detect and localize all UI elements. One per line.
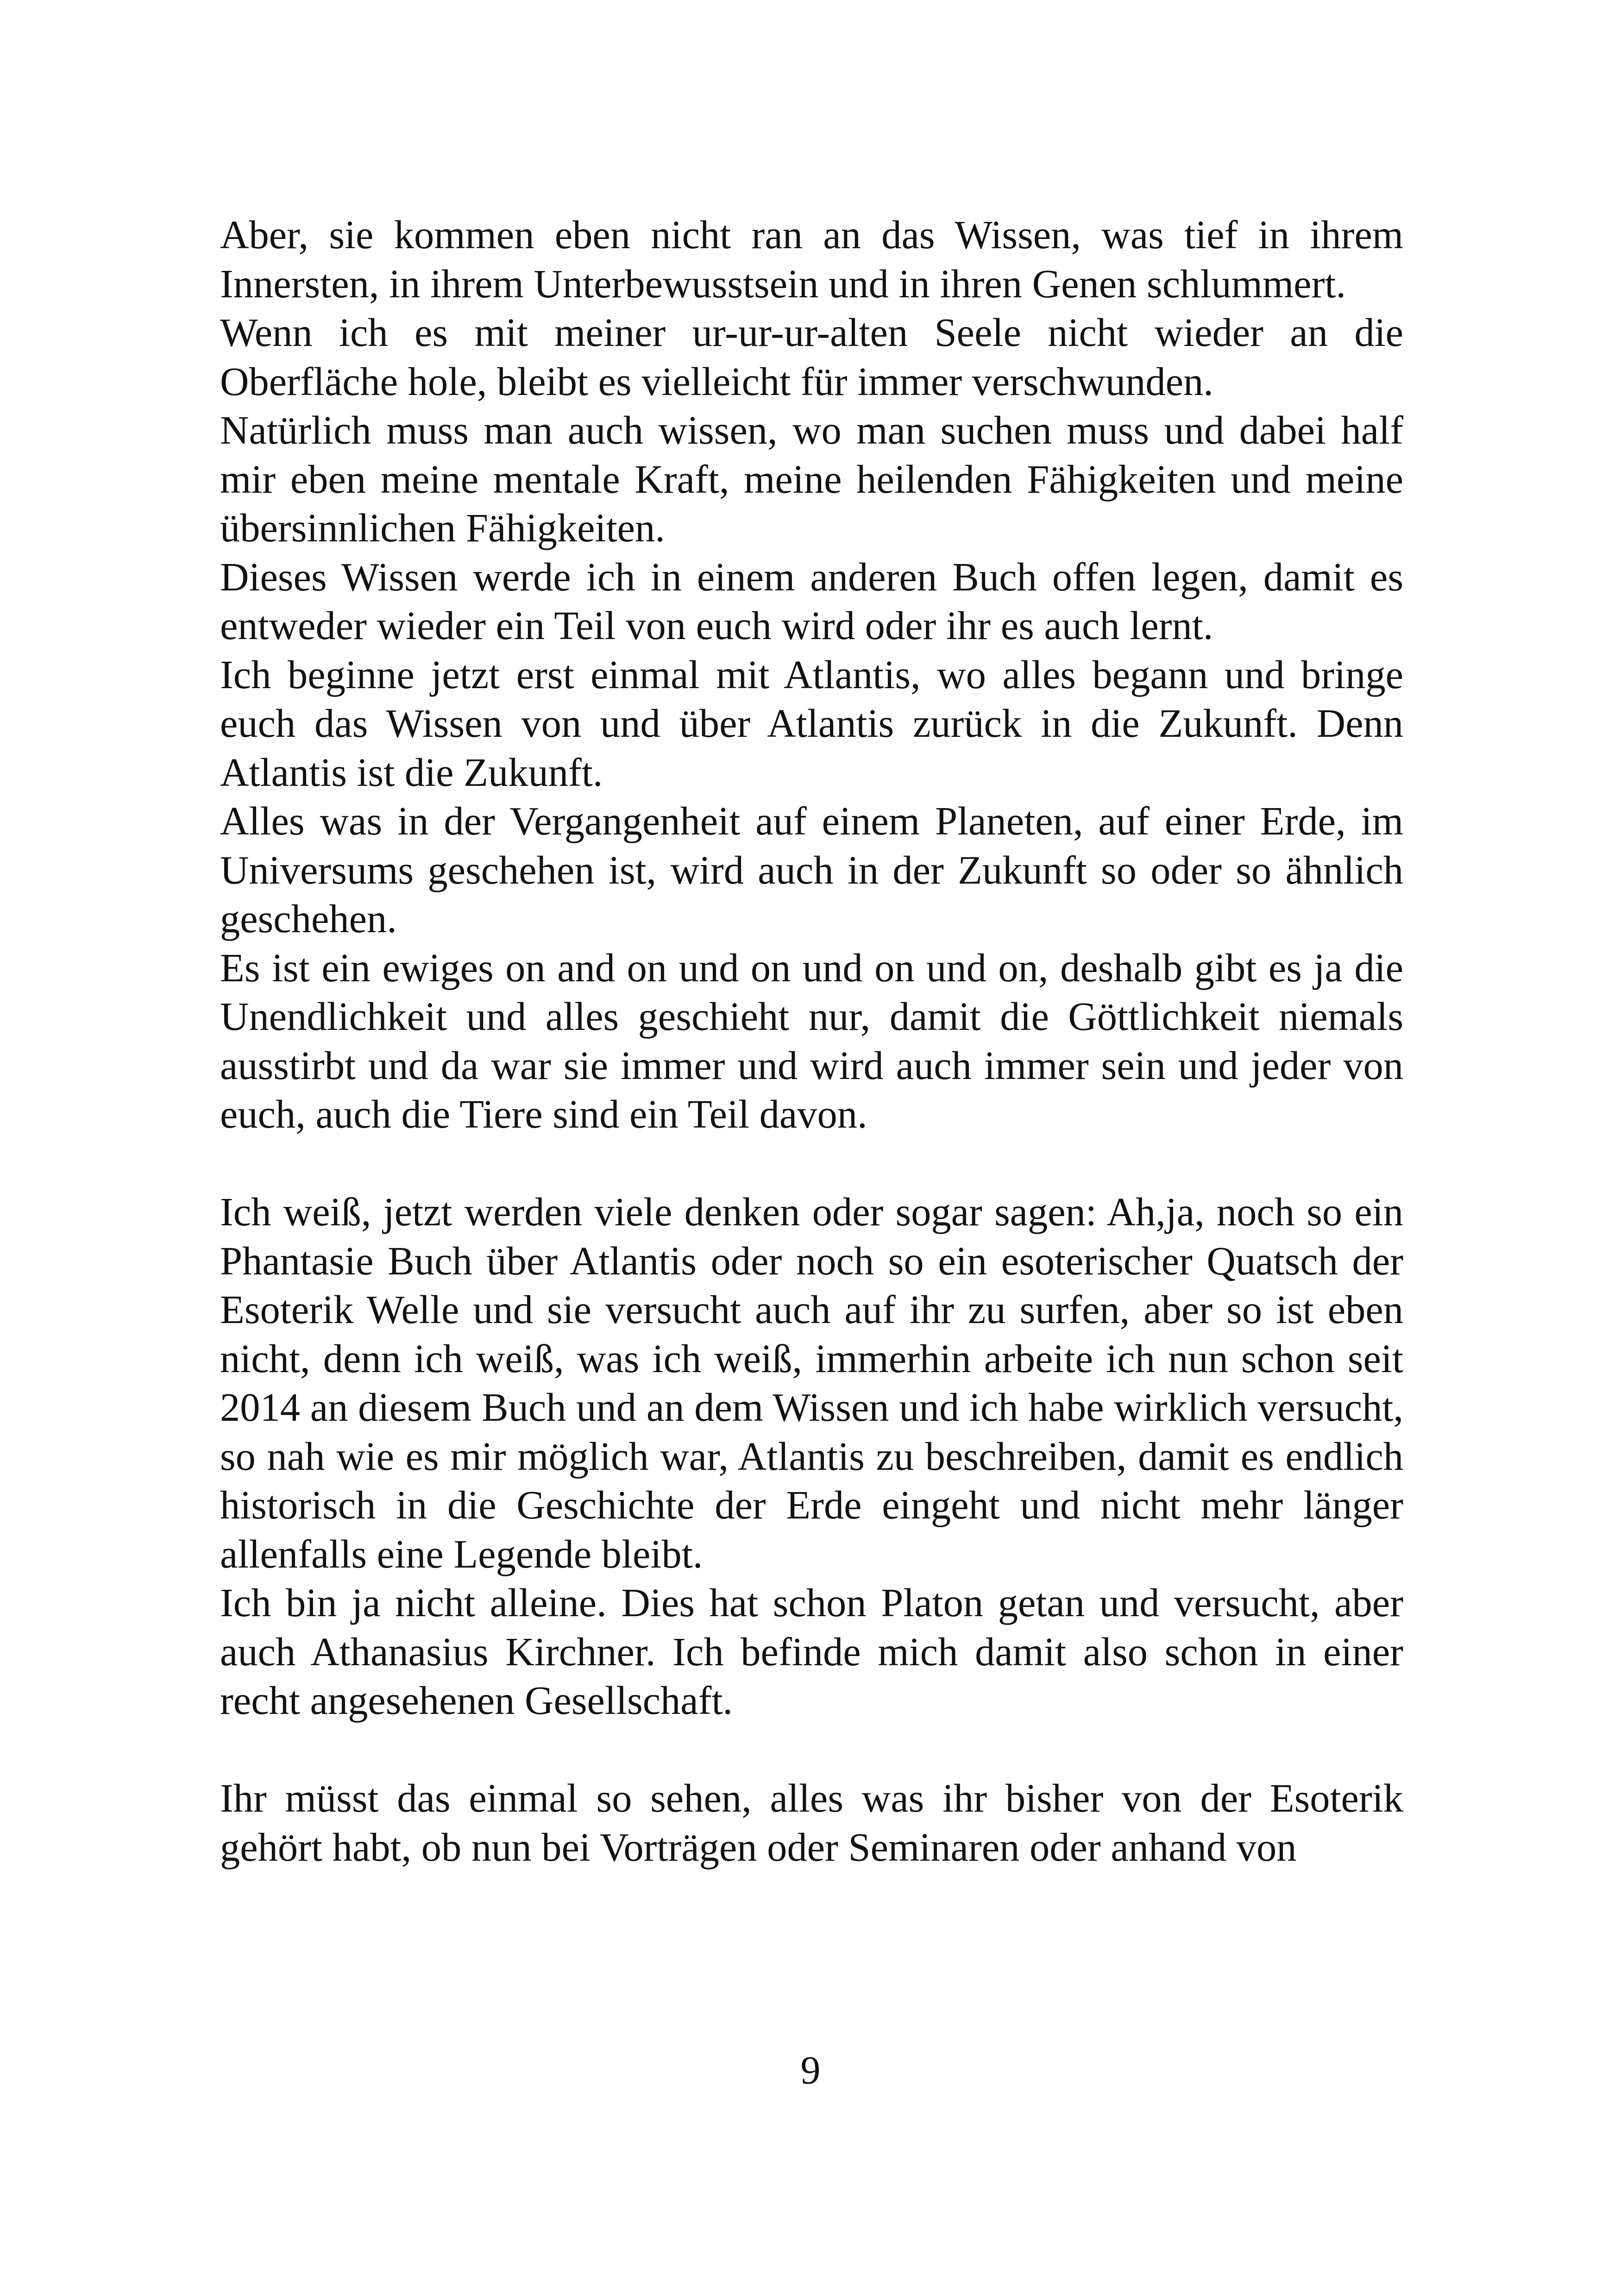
body-text bbox=[220, 211, 1403, 1872]
paragraph: Ihr müsst das einmal so sehen, alles was ihr bisher von der Esoterik gehört habt, ob nun bei Vorträgen oder Seminaren oder anhand von bbox=[220, 1776, 1403, 1869]
paragraph: Natürlich muss man auch wissen, wo man suchen muss und dabei half mir eben meine mentale Kraft, meine heilenden Fähigkeiten und meine übersinnlichen Fähigkeiten. bbox=[220, 408, 1403, 550]
paragraph: Ich beginne jetzt erst einmal mit Atlantis, wo alles begann und bringe euch das Wissen von und über Atlantis zurück in die Zukunft. Denn Atlantis ist die Zukunft. bbox=[220, 652, 1403, 795]
paragraph: Dieses Wissen werde ich in einem anderen Buch offen legen, damit es entweder wieder ein Teil von euch wird oder ihr es auch lernt. bbox=[220, 554, 1403, 648]
paragraph-spacer bbox=[220, 1139, 1403, 1188]
paragraph: Alles was in der Vergangenheit auf einem Planeten, auf einer Erde, im Universums geschehen ist, wird auch in der Zukunft so oder so ähnlich geschehen. bbox=[220, 799, 1403, 941]
paragraph: Ich weiß, jetzt werden viele denken oder sogar sagen: Ah,ja, noch so ein Phantasie Buch über Atlantis oder noch so ein esoterischer Quatsch der Esoterik Welle und sie versucht auch auf ihr zu surfen, aber so ist eben nicht, denn ich weiß, was ich weiß, immerhin arbeite ich nun schon seit 2014 an diesem Buch und an dem Wissen und ich habe wirklich versucht, so nah wie es mir möglich war, Atlantis zu beschreiben, damit es endlich historisch in die Geschichte der Erde eingeht und nicht mehr länger allenfalls eine Legende bleibt. bbox=[220, 1190, 1403, 1576]
paragraph: Ich bin ja nicht alleine. Dies hat schon Platon getan und versucht, aber auch Athanasius Kirchner. Ich befinde mich damit also schon in einer recht angesehenen Gesellschaft. bbox=[220, 1581, 1403, 1723]
page-number: 9 bbox=[800, 2048, 821, 2092]
paragraph: Wenn ich es mit meiner ur-ur-ur-alten Seele nicht wieder an die Oberfläche hole, bleibt es vielleicht für immer verschwunden. bbox=[220, 310, 1403, 404]
paragraph: Aber, sie kommen eben nicht ran an das Wissen, was tief in ihrem Innersten, in ihrem Unterbewusstsein und in ihren Genen schlummert. bbox=[220, 213, 1403, 306]
paragraph: Es ist ein ewiges on and on und on und on und on, deshalb gibt es ja die Unendlichkeit und alles geschieht nur, damit die Göttlichkeit niemals ausstirbt und da war sie immer und wird auch immer sein und jeder von euch, auch die Tiere sind ein Teil davon. bbox=[220, 945, 1403, 1136]
paragraph-spacer bbox=[220, 1725, 1403, 1775]
